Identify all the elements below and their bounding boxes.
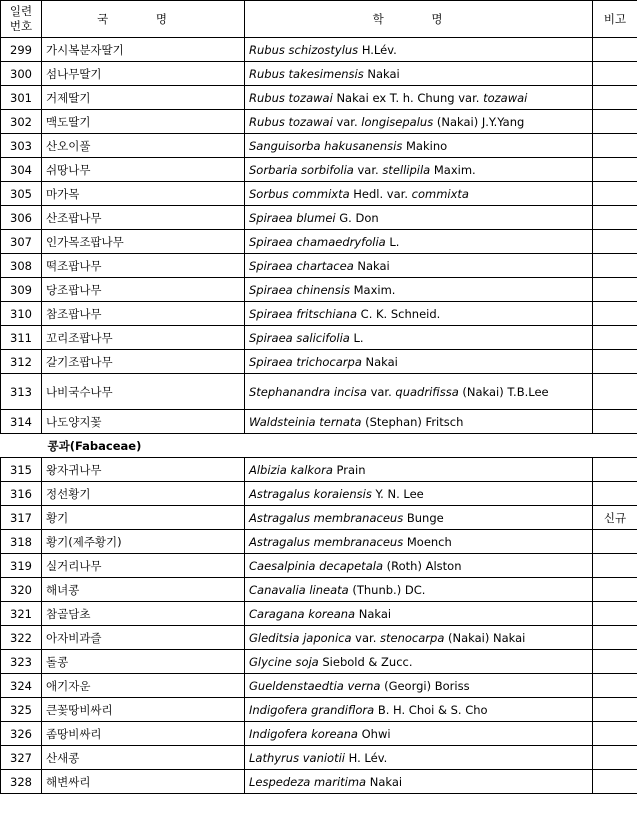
- table-row: [1, 326, 637, 350]
- note: [593, 722, 637, 746]
- scientific-name: [245, 86, 593, 110]
- serial-number: 300: [1, 62, 42, 86]
- serial-number: 307: [1, 230, 42, 254]
- header-serial-line1: 일련: [9, 4, 33, 18]
- note: [593, 674, 637, 698]
- scientific-name-italic-part: Astragalus membranaceus: [249, 510, 404, 525]
- scientific-name-italic-part: Sanguisorba hakusanensis: [249, 138, 403, 153]
- scientific-name: [245, 770, 593, 794]
- scientific-name-author-part: var.: [353, 162, 383, 177]
- korean-name: 좀땅비싸리: [42, 722, 245, 746]
- serial-number: 321: [1, 602, 42, 626]
- table-row: [1, 110, 637, 134]
- note: [593, 602, 637, 626]
- serial-number: 312: [1, 350, 42, 374]
- scientific-name-italic-part: stenocarpa: [380, 630, 445, 645]
- scientific-name-italic-part: Rubus schizostylus: [249, 42, 359, 57]
- table-row: [1, 674, 637, 698]
- korean-name: 황기(제주황기): [42, 530, 245, 554]
- scientific-name-italic-part: tozawai: [483, 90, 528, 105]
- korean-name: 아자비과즐: [42, 626, 245, 650]
- serial-number: 303: [1, 134, 42, 158]
- note: [593, 326, 637, 350]
- table-row: [1, 350, 637, 374]
- table-row: [1, 206, 637, 230]
- korean-name: 섬나무딸기: [42, 62, 245, 86]
- family-heading: [1, 434, 637, 458]
- scientific-name-italic-part: Canavalia lineata: [249, 582, 349, 597]
- scientific-name-author-part: Nakai: [353, 258, 390, 273]
- scientific-name-author-part: Moench: [403, 534, 452, 549]
- serial-number: 319: [1, 554, 42, 578]
- scientific-name: [245, 38, 593, 62]
- scientific-name-author-part: Nakai ex T. h. Chung var.: [332, 90, 484, 105]
- korean-name: 황기: [42, 506, 245, 530]
- scientific-name-italic-part: Indigofera grandiflora: [249, 702, 375, 717]
- scientific-name-italic-part: Spiraea salicifolia: [249, 330, 350, 345]
- scientific-name-author-part: var.: [366, 384, 396, 399]
- scientific-name-italic-part: commixta: [411, 186, 469, 201]
- table-row: [1, 302, 637, 326]
- family-heading-section: [1, 434, 637, 458]
- scientific-name-italic-part: Gueldenstaedtia verna: [249, 678, 381, 693]
- korean-name: 당조팝나무: [42, 278, 245, 302]
- scientific-name: [245, 182, 593, 206]
- serial-number: 305: [1, 182, 42, 206]
- scientific-name-author-part: Nakai: [363, 66, 400, 81]
- note: [593, 698, 637, 722]
- serial-number: 308: [1, 254, 42, 278]
- note: [593, 482, 637, 506]
- note: [593, 134, 637, 158]
- family-korean: 콩과: [47, 438, 70, 453]
- serial-number: 327: [1, 746, 42, 770]
- header-serial-number: [1, 1, 42, 38]
- family-heading-row: [1, 434, 637, 458]
- scientific-name-italic-part: Lathyrus vaniotii: [249, 750, 345, 765]
- note: [593, 230, 637, 254]
- table-row: [1, 182, 637, 206]
- table-row: [1, 578, 637, 602]
- scientific-name: [245, 578, 593, 602]
- note: [593, 62, 637, 86]
- scientific-name: [245, 230, 593, 254]
- scientific-name-author-part: Prain: [332, 462, 366, 477]
- note: [593, 374, 637, 410]
- note: 신규: [593, 506, 637, 530]
- fabaceae-rows: [1, 458, 637, 794]
- note: [593, 554, 637, 578]
- scientific-name-italic-part: Rubus takesimensis: [249, 66, 364, 81]
- note: [593, 530, 637, 554]
- korean-name: 마가목: [42, 182, 245, 206]
- note: [593, 410, 637, 434]
- scientific-name: [245, 350, 593, 374]
- korean-name: 애기자운: [42, 674, 245, 698]
- note: [593, 38, 637, 62]
- scientific-name: [245, 554, 593, 578]
- serial-number: 328: [1, 770, 42, 794]
- note: [593, 158, 637, 182]
- serial-number: 314: [1, 410, 42, 434]
- table-row: [1, 86, 637, 110]
- scientific-name-author-part: (Roth) Alston: [383, 558, 462, 573]
- scientific-name: [245, 722, 593, 746]
- table-row: [1, 62, 637, 86]
- table-row: [1, 770, 637, 794]
- korean-name: 산새콩: [42, 746, 245, 770]
- korean-name: 인가목조팝나무: [42, 230, 245, 254]
- scientific-name-author-part: (Georgi) Boriss: [380, 678, 470, 693]
- serial-number: 304: [1, 158, 42, 182]
- scientific-name-italic-part: stellipila: [382, 162, 431, 177]
- korean-name: 떡조팝나무: [42, 254, 245, 278]
- note: [593, 626, 637, 650]
- table-row: [1, 158, 637, 182]
- scientific-name-author-part: L.: [349, 330, 364, 345]
- scientific-name-italic-part: Stephanandra incisa: [249, 384, 367, 399]
- serial-number: 325: [1, 698, 42, 722]
- scientific-name-italic-part: Indigofera koreana: [249, 726, 358, 741]
- note: [593, 278, 637, 302]
- scientific-name: [245, 458, 593, 482]
- scientific-name: [245, 650, 593, 674]
- serial-number: 318: [1, 530, 42, 554]
- korean-name: 참조팝나무: [42, 302, 245, 326]
- scientific-name: [245, 374, 593, 410]
- scientific-name: [245, 254, 593, 278]
- korean-name: 나도양지꽃: [42, 410, 245, 434]
- scientific-name-italic-part: Rubus tozawai: [249, 90, 333, 105]
- serial-number: 301: [1, 86, 42, 110]
- scientific-name: [245, 326, 593, 350]
- scientific-name-author-part: (Thunb.) DC.: [348, 582, 426, 597]
- korean-name: 쉬땅나무: [42, 158, 245, 182]
- korean-name: 큰꽃땅비싸리: [42, 698, 245, 722]
- scientific-name: [245, 302, 593, 326]
- serial-number: 320: [1, 578, 42, 602]
- scientific-name-italic-part: quadrifissa: [395, 384, 459, 399]
- table-row: [1, 230, 637, 254]
- table-row: [1, 374, 637, 410]
- korean-name: 산오이풀: [42, 134, 245, 158]
- korean-name: 나비국수나무: [42, 374, 245, 410]
- note: [593, 110, 637, 134]
- serial-number: 309: [1, 278, 42, 302]
- table-row: [1, 530, 637, 554]
- scientific-name-italic-part: Waldsteinia ternata: [249, 414, 362, 429]
- note: [593, 254, 637, 278]
- serial-number: 322: [1, 626, 42, 650]
- scientific-name-author-part: var.: [332, 114, 362, 129]
- scientific-name-italic-part: Spiraea chinensis: [249, 282, 350, 297]
- scientific-name-italic-part: Spiraea blumei: [249, 210, 336, 225]
- header-korean-name: 국 명: [42, 1, 245, 38]
- table-row: [1, 554, 637, 578]
- serial-number: 311: [1, 326, 42, 350]
- serial-number: 299: [1, 38, 42, 62]
- scientific-name-italic-part: Sorbus commixta: [249, 186, 350, 201]
- note: [593, 650, 637, 674]
- scientific-name-author-part: Ohwi: [357, 726, 391, 741]
- table-row: [1, 698, 637, 722]
- scientific-name-author-part: (Nakai) T.B.Lee: [458, 384, 549, 399]
- scientific-name-author-part: Bunge: [403, 510, 444, 525]
- korean-name: 갈기조팝나무: [42, 350, 245, 374]
- note: [593, 770, 637, 794]
- scientific-name-author-part: Nakai: [361, 354, 398, 369]
- serial-number: 324: [1, 674, 42, 698]
- scientific-name-author-part: H. Lév.: [345, 750, 388, 765]
- scientific-name: [245, 278, 593, 302]
- table-row: [1, 626, 637, 650]
- scientific-name-italic-part: Spiraea chartacea: [249, 258, 354, 273]
- note: [593, 458, 637, 482]
- korean-name: 왕자귀나무: [42, 458, 245, 482]
- note: [593, 578, 637, 602]
- scientific-name-italic-part: Astragalus membranaceus: [249, 534, 404, 549]
- scientific-name-author-part: (Stephan) Fritsch: [361, 414, 464, 429]
- table-row: [1, 650, 637, 674]
- scientific-name-italic-part: Caesalpinia decapetala: [249, 558, 383, 573]
- scientific-name-italic-part: Lespedeza maritima: [249, 774, 367, 789]
- header-note: 비고: [593, 1, 637, 38]
- korean-name: 거제딸기: [42, 86, 245, 110]
- scientific-name-author-part: G. Don: [335, 210, 379, 225]
- scientific-name-italic-part: Rubus tozawai: [249, 114, 333, 129]
- header-row: [1, 1, 637, 38]
- korean-name: 정선황기: [42, 482, 245, 506]
- table-row: [1, 134, 637, 158]
- scientific-name-italic-part: Spiraea fritschiana: [249, 306, 358, 321]
- scientific-name-italic-part: Caragana koreana: [249, 606, 356, 621]
- scientific-name-italic-part: Astragalus koraiensis: [249, 486, 372, 501]
- scientific-name: [245, 110, 593, 134]
- note: [593, 206, 637, 230]
- scientific-name-author-part: Y. N. Lee: [371, 486, 424, 501]
- table-row: [1, 38, 637, 62]
- korean-name: 돌콩: [42, 650, 245, 674]
- korean-name: 가시복분자딸기: [42, 38, 245, 62]
- scientific-name-author-part: B. H. Choi & S. Cho: [374, 702, 488, 717]
- table-row: [1, 278, 637, 302]
- rosaceae-rows: [1, 38, 637, 434]
- header-scientific-name: 학 명: [245, 1, 593, 38]
- scientific-name: [245, 674, 593, 698]
- scientific-name: [245, 602, 593, 626]
- serial-number: 317: [1, 506, 42, 530]
- scientific-name-italic-part: Glycine soja: [249, 654, 319, 669]
- scientific-name-author-part: var.: [351, 630, 381, 645]
- scientific-name-italic-part: Albizia kalkora: [249, 462, 333, 477]
- scientific-name-italic-part: Gleditsia japonica: [249, 630, 352, 645]
- scientific-name: [245, 746, 593, 770]
- scientific-name-author-part: Nakai: [366, 774, 403, 789]
- scientific-name-author-part: Makino: [402, 138, 448, 153]
- serial-number: 315: [1, 458, 42, 482]
- serial-number: 323: [1, 650, 42, 674]
- scientific-name: [245, 206, 593, 230]
- serial-number: 316: [1, 482, 42, 506]
- scientific-name-author-part: H.Lév.: [358, 42, 397, 57]
- scientific-name: [245, 626, 593, 650]
- note: [593, 86, 637, 110]
- korean-name: 맥도딸기: [42, 110, 245, 134]
- scientific-name-author-part: Nakai: [355, 606, 392, 621]
- serial-number: 302: [1, 110, 42, 134]
- scientific-name-author-part: Maxim.: [349, 282, 396, 297]
- table-row: [1, 746, 637, 770]
- scientific-name-italic-part: Sorbaria sorbifolia: [249, 162, 354, 177]
- scientific-name-author-part: Siebold & Zucc.: [318, 654, 413, 669]
- scientific-name: [245, 410, 593, 434]
- scientific-name-author-part: Hedl. var.: [349, 186, 412, 201]
- note: [593, 182, 637, 206]
- table-row: [1, 482, 637, 506]
- korean-name: 참골담초: [42, 602, 245, 626]
- scientific-name-italic-part: Spiraea chamaedryfolia: [249, 234, 386, 249]
- scientific-name-italic-part: Spiraea trichocarpa: [249, 354, 362, 369]
- scientific-name-author-part: C. K. Schneid.: [357, 306, 441, 321]
- serial-number: 313: [1, 374, 42, 410]
- family-latin: (Fabaceae): [69, 438, 142, 453]
- serial-number: 306: [1, 206, 42, 230]
- scientific-name-author-part: (Nakai) J.Y.Yang: [433, 114, 525, 129]
- korean-name: 산조팝나무: [42, 206, 245, 230]
- korean-name: 꼬리조팝나무: [42, 326, 245, 350]
- table-row: [1, 722, 637, 746]
- table-row: [1, 458, 637, 482]
- korean-name: 해변싸리: [42, 770, 245, 794]
- table-row: [1, 254, 637, 278]
- scientific-name: [245, 62, 593, 86]
- table-row: [1, 602, 637, 626]
- scientific-name-author-part: Maxim.: [430, 162, 476, 177]
- header-serial-line2: 번호: [9, 19, 33, 33]
- scientific-name-author-part: L.: [385, 234, 400, 249]
- table-row: [1, 410, 637, 434]
- table-row: [1, 506, 637, 530]
- korean-name: 실거리나무: [42, 554, 245, 578]
- korean-name: 해녀콩: [42, 578, 245, 602]
- note: [593, 350, 637, 374]
- scientific-name: [245, 698, 593, 722]
- serial-number: 326: [1, 722, 42, 746]
- scientific-name-italic-part: longisepalus: [361, 114, 434, 129]
- note: [593, 746, 637, 770]
- scientific-name: [245, 158, 593, 182]
- serial-number: 310: [1, 302, 42, 326]
- scientific-name-author-part: (Nakai) Nakai: [444, 630, 526, 645]
- scientific-name: [245, 530, 593, 554]
- note: [593, 302, 637, 326]
- scientific-name: [245, 482, 593, 506]
- scientific-name: [245, 506, 593, 530]
- scientific-name: [245, 134, 593, 158]
